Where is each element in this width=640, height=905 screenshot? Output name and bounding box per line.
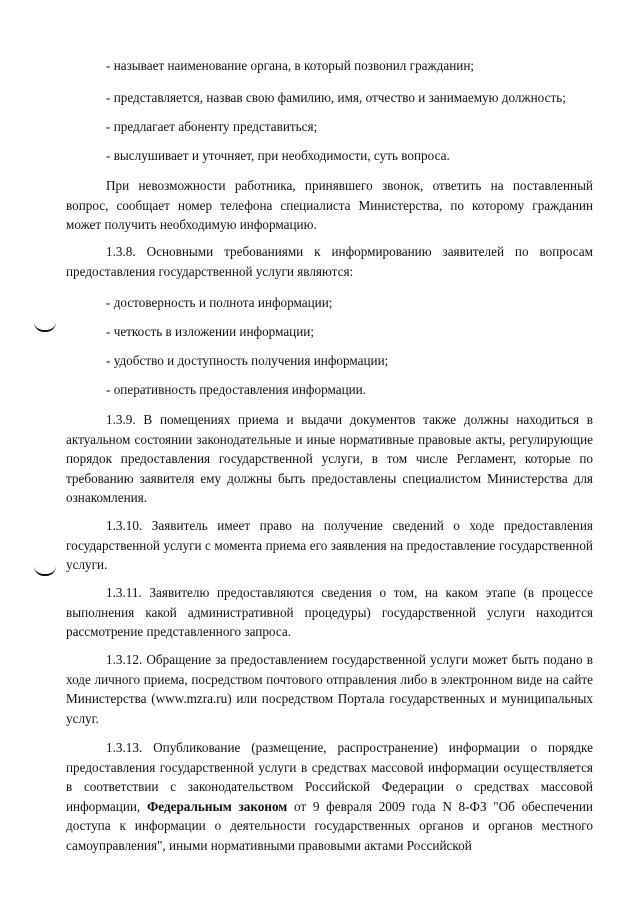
paragraph-1-3-11: 1.3.11. Заявителю предоставляются сведения о том, на каком этапе (в процессе выполнения какой административной процедуры) государственной услуги находится рассмотрение представленного запроса. [66,585,593,639]
paragraph-redirect: При невозможности работника, принявшего звонок, ответить на поставленный вопрос, сообщает номер телефона специалиста Министерства, по которому гражданин может получить необходимую информацию. [66,178,593,232]
bullet-item: - достоверность и полнота информации; [106,295,333,310]
paragraph-1-3-12: 1.3.12. Обращение за предоставлением государственной услуги может быть подано в ходе личного приема, посредством почтового отправления либо в электронном виде на сайте Министерства (www.mzra.ru) или посредством Портала государственных и муниципальных услуг. [66,652,593,726]
paragraph-1-3-10: 1.3.10. Заявитель имеет право на получение сведений о ходе предоставления государственной услуги с момента приема его заявления на предоставление государственной услуги. [66,518,593,572]
paragraph-1-3-9: 1.3.9. В помещениях приема и выдачи документов также должны находиться в актуальном состоянии законодательные и иные нормативные правовые акты, регулирующие порядок предоставления государственной услуги, в том числе Регламент, которые по требованию заявителя ему должны быть предоставлены специалистом Министерства для ознакомления. [66,412,593,505]
punch-mark [34,566,56,576]
bullet-item: - оперативность предоставления информации. [106,382,367,397]
law-reference: Федеральным законом [146,798,288,814]
bullet-item: - удобство и доступность получения информации; [106,353,389,368]
bullet-item: - предлагает абоненту представиться; [106,119,318,134]
bullet-item: - называет наименование органа, в который позвонил гражданин; [106,58,475,73]
paragraph-1-3-8: 1.3.8. Основными требованиями к информированию заявителей по вопросам предоставления государственной услуги являются: [66,244,593,279]
paragraph-1-3-13: 1.3.13. Опубликование (размещение, распространение) информации о порядке предоставления государственной услуги в средствах массовой информации осуществляется в соответствии с законодательством Российской Федерации о средствах массовой информации, Федеральным законом от 9 февраля 2009 года N 8-ФЗ "Об обеспечении доступа к информации о деятельности государственных органов и органов местного самоуправления", иными нормативными правовыми актами Российской [66,740,593,853]
bullet-item: - выслушивает и уточняет, при необходимости, суть вопроса. [106,148,450,163]
punch-mark [34,322,56,332]
bullet-item: - представляется, назвав свою фамилию, имя, отчество и занимаемую должность; [106,90,566,105]
bullet-item: - четкость в изложении информации; [106,324,315,339]
